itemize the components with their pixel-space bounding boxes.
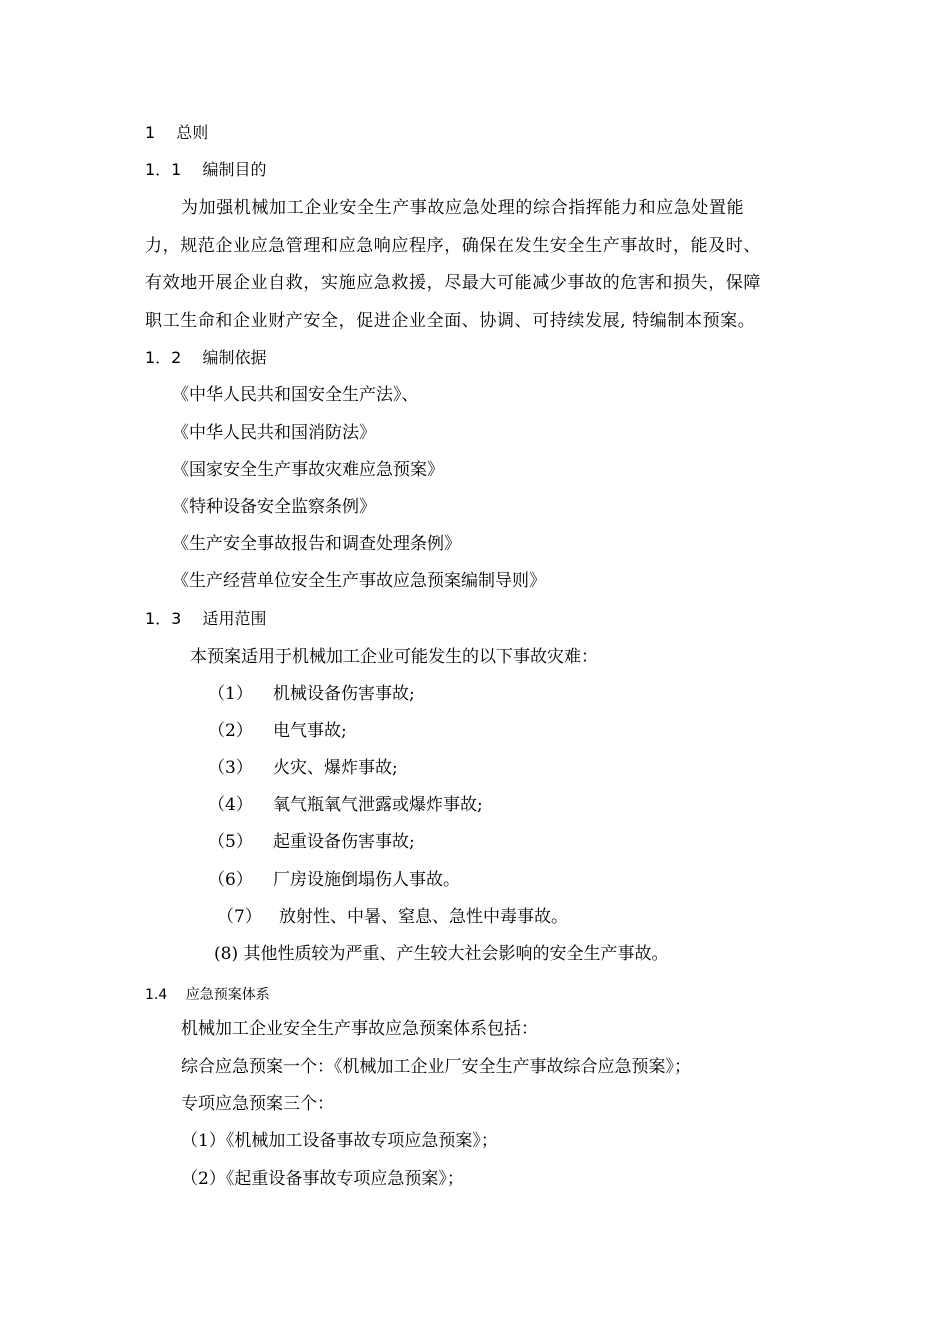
scope-item-text: 电气事故; bbox=[273, 721, 347, 741]
scope-item-number: （2） bbox=[208, 721, 253, 741]
special-plan-item: （1）《机械加工设备事故专项应急预案》； bbox=[181, 1131, 498, 1151]
scope-item-number: （1） bbox=[208, 684, 253, 704]
scope-item-number: （5） bbox=[208, 832, 253, 852]
scope-item-text: 火灾、爆炸事故; bbox=[273, 758, 398, 778]
heading-purpose: 1．1 编制目的 bbox=[145, 160, 267, 179]
scope-item-text: 放射性、中暑、窒息、急性中毒事故。 bbox=[279, 907, 568, 927]
scope-item-number: （3） bbox=[208, 758, 253, 778]
comprehensive-plan: 综合应急预案一个：《机械加工企业厂安全生产事故综合应急预案》； bbox=[181, 1057, 691, 1077]
heading-general: 1 总则 bbox=[145, 123, 209, 142]
scope-item-number: （4） bbox=[208, 795, 253, 815]
basis-item: 《中华人民共和国安全生产法》、 bbox=[172, 385, 419, 405]
purpose-paragraph-line: 职工生命和企业财产安全，促进企业全面、协调、可持续发展, 特编制本预案。 bbox=[145, 311, 756, 331]
basis-item: 《特种设备安全监察条例》 bbox=[172, 497, 376, 517]
scope-item-text: 机械设备伤害事故; bbox=[273, 684, 415, 704]
heading-scope: 1．3 适用范围 bbox=[145, 609, 267, 628]
scope-item-text: 氧气瓶氧气泄露或爆炸事故; bbox=[273, 795, 483, 815]
purpose-paragraph-line: 有效地开展企业自救，实施应急救援，尽最大可能减少事故的危害和损失，保障 bbox=[145, 273, 761, 293]
scope-item-8: (8) 其他性质较为严重、产生较大社会影响的安全生产事故。 bbox=[214, 944, 669, 964]
purpose-paragraph-line: 为加强机械加工企业安全生产事故应急处理的综合指挥能力和应急处置能 bbox=[181, 198, 745, 218]
basis-item: 《生产经营单位安全生产事故应急预案编制导则》 bbox=[172, 571, 546, 591]
system-intro: 机械加工企业安全生产事故应急预案体系包括： bbox=[181, 1019, 538, 1039]
basis-item: 《生产安全事故报告和调查处理条例》 bbox=[172, 534, 461, 554]
scope-item-text: 厂房设施倒塌伤人事故。 bbox=[273, 870, 460, 890]
special-plans-intro: 专项应急预案三个： bbox=[181, 1094, 334, 1114]
scope-item-text: 起重设备伤害事故; bbox=[273, 832, 415, 852]
purpose-paragraph-line: 力，规范企业应急管理和应急响应程序，确保在发生安全生产事故时，能及时、 bbox=[145, 236, 761, 256]
heading-plan-system: 1.4 应急预案体系 bbox=[145, 987, 270, 1003]
scope-item-number: （6） bbox=[208, 870, 253, 890]
special-plan-item: （2）《起重设备事故专项应急预案》； bbox=[181, 1169, 464, 1189]
heading-basis: 1．2 编制依据 bbox=[145, 348, 267, 367]
scope-item-number: （7） bbox=[217, 907, 262, 927]
basis-item: 《国家安全生产事故灾难应急预案》 bbox=[172, 460, 444, 480]
basis-item: 《中华人民共和国消防法》 bbox=[172, 423, 376, 443]
scope-intro: 本预案适用于机械加工企业可能发生的以下事故灾难： bbox=[190, 647, 598, 667]
